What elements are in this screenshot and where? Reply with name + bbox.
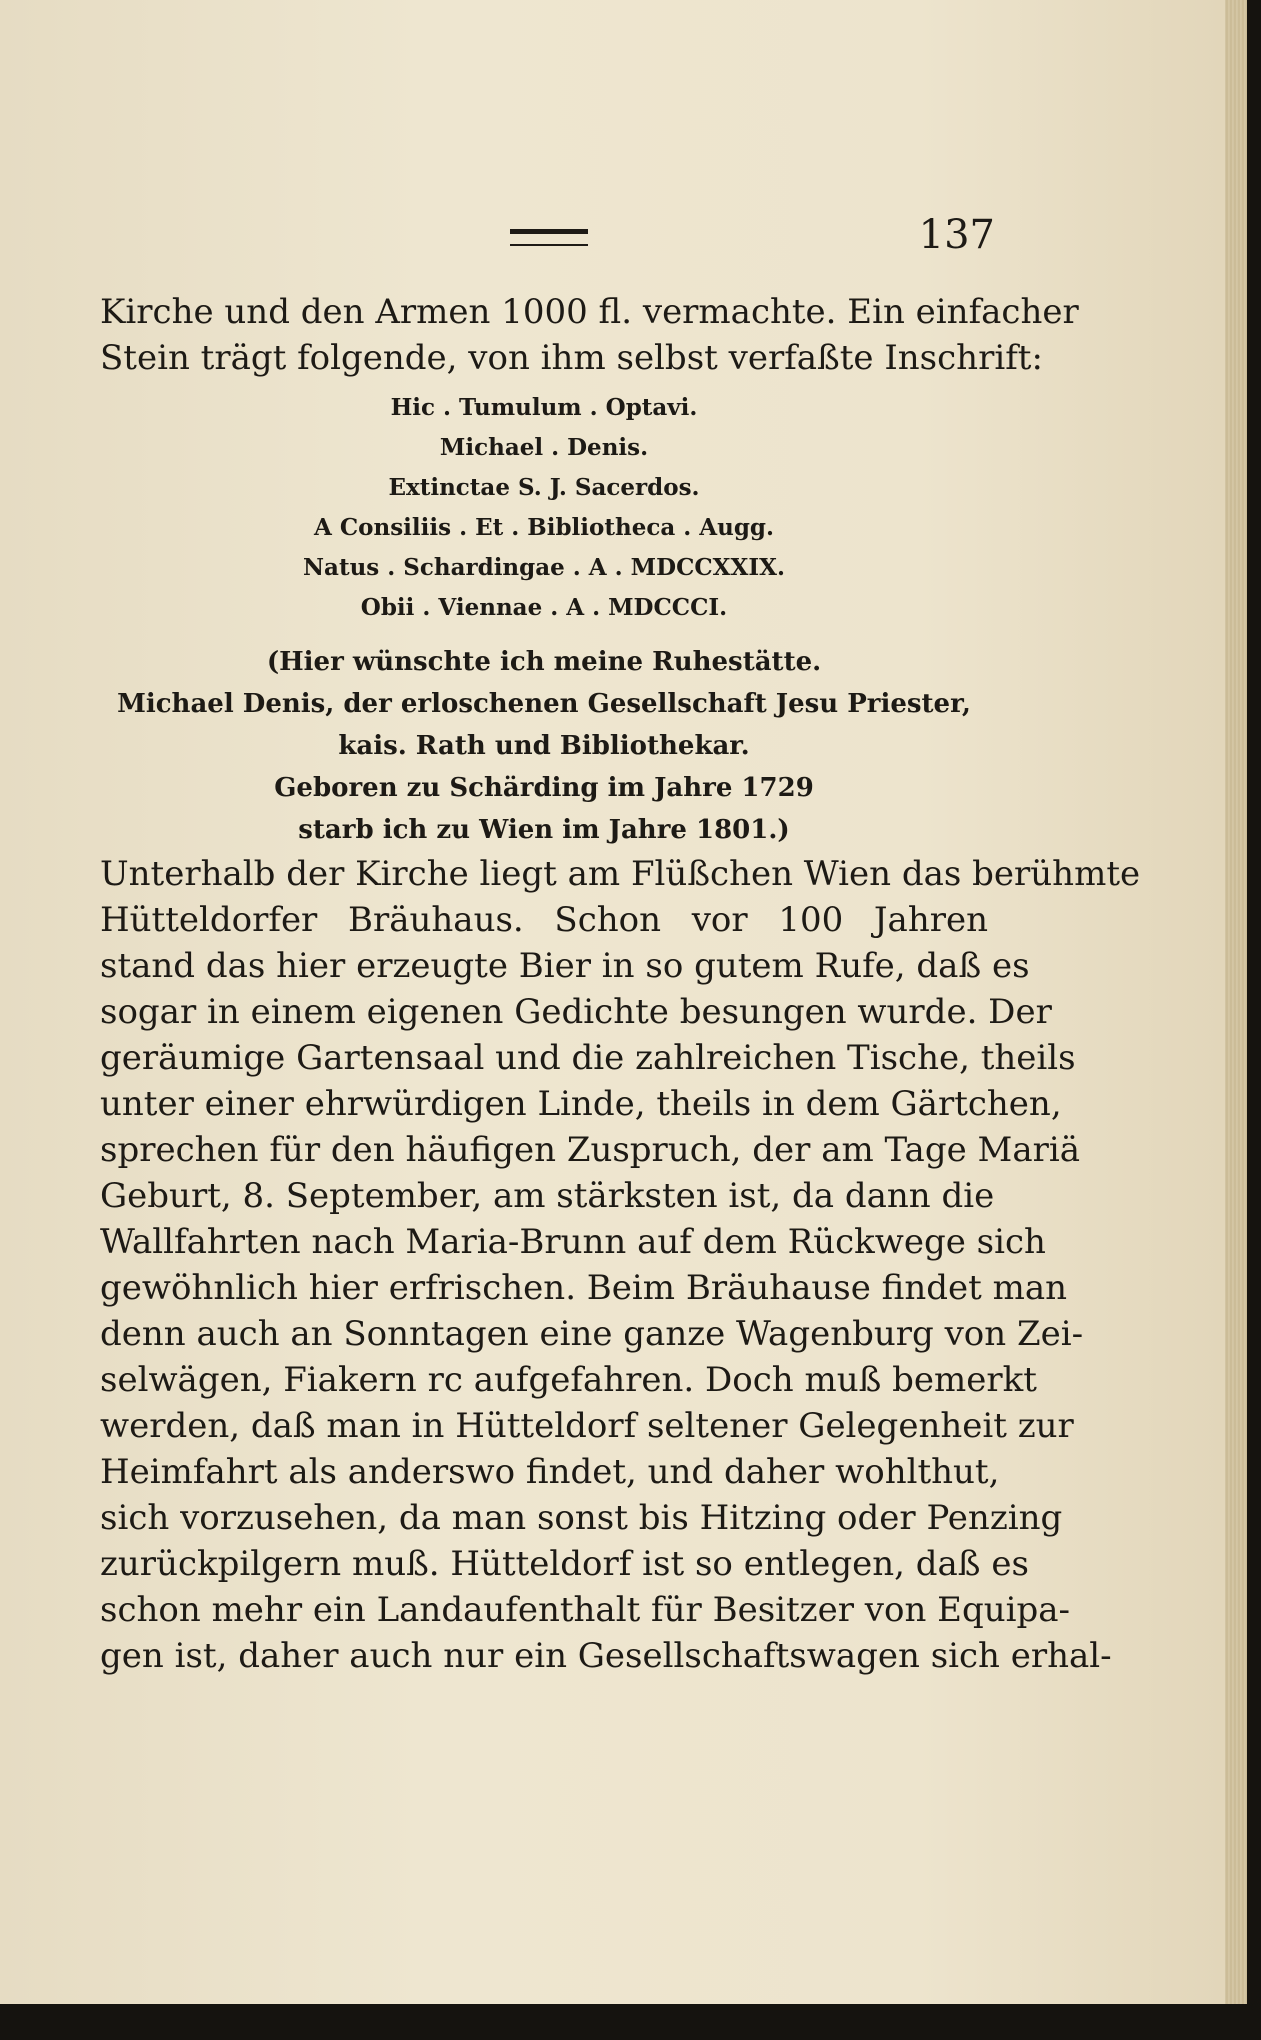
text-line: schon mehr ein Landaufenthalt für Besitzer von Equipa-: [100, 1590, 1071, 1630]
translation-line: Michael Denis, der erloschenen Gesellschaft Jesu Priester,: [117, 689, 971, 719]
text-line: Kirche und den Armen 1000 fl. vermachte. Ein einfacher: [100, 292, 1079, 332]
page-number: 137: [918, 212, 995, 258]
text-line: stand das hier erzeugte Bier in so gutem Rufe, daß es: [100, 946, 1030, 986]
text-line: unter einer ehrwürdigen Linde, theils in dem Gärtchen,: [100, 1084, 1062, 1124]
text-line: sprechen für den häufigen Zuspruch, der am Tage Mariä: [100, 1130, 1081, 1170]
inscription-line: Natus . Schardingae . A . MDCCXXIX.: [303, 554, 785, 581]
text-line: Wallfahrten nach Maria-Brunn auf dem Rückwege sich: [100, 1222, 1046, 1262]
translation-line: kais. Rath und Bibliothekar.: [338, 731, 750, 761]
text-line: sich vorzusehen, da man sonst bis Hitzing oder Penzing: [100, 1498, 1063, 1538]
text-line: geräumige Gartensaal und die zahlreichen Tische, theils: [100, 1038, 1076, 1078]
text-line: Hütteldorfer Bräuhaus. Schon vor 100 Jahren: [100, 900, 988, 940]
inscription-line: Extinctae S. J. Sacerdos.: [388, 474, 700, 501]
inscription-line: A Consiliis . Et . Bibliotheca . Augg.: [314, 514, 774, 541]
translation-line: (Hier wünschte ich meine Ruhestätte.: [266, 647, 822, 677]
translation-line: Geboren zu Schärding im Jahre 1729: [274, 773, 814, 803]
inscription-line: Michael . Denis.: [439, 434, 649, 461]
text-line: Heimfahrt als anderswo findet, und daher wohlthut,: [100, 1452, 1000, 1492]
inscription-line: Obii . Viennae . A . MDCCCI.: [360, 594, 728, 621]
text-line: werden, daß man in Hütteldorf seltener Gelegenheit zur: [100, 1406, 1074, 1446]
page-edges: [1225, 0, 1247, 2004]
text-line: Stein trägt folgende, von ihm selbst verfaßte Inschrift:: [100, 338, 1043, 378]
text-line: Geburt, 8. September, am stärksten ist, da dann die: [100, 1176, 995, 1216]
text-line: denn auch an Sonntagen eine ganze Wagenburg von Zei-: [100, 1314, 1084, 1354]
header-rule: [510, 229, 588, 246]
text-line: gen ist, daher auch nur ein Gesellschaftswagen sich erhal-: [100, 1636, 1112, 1676]
text-line: Unterhalb der Kirche liegt am Flüßchen Wien das berühmte: [100, 854, 1141, 894]
inscription-line: Hic . Tumulum . Optavi.: [390, 394, 698, 421]
text-line: sogar in einem eigenen Gedichte besungen wurde. Der: [100, 992, 1052, 1032]
text-line: gewöhnlich hier erfrischen. Beim Bräuhause findet man: [100, 1268, 1068, 1308]
text-line: selwägen, Fiakern rc aufgefahren. Doch muß bemerkt: [100, 1360, 1037, 1400]
translation-line: starb ich zu Wien im Jahre 1801.): [298, 815, 790, 845]
text-line: zurückpilgern muß. Hütteldorf ist so entlegen, daß es: [100, 1544, 1029, 1584]
